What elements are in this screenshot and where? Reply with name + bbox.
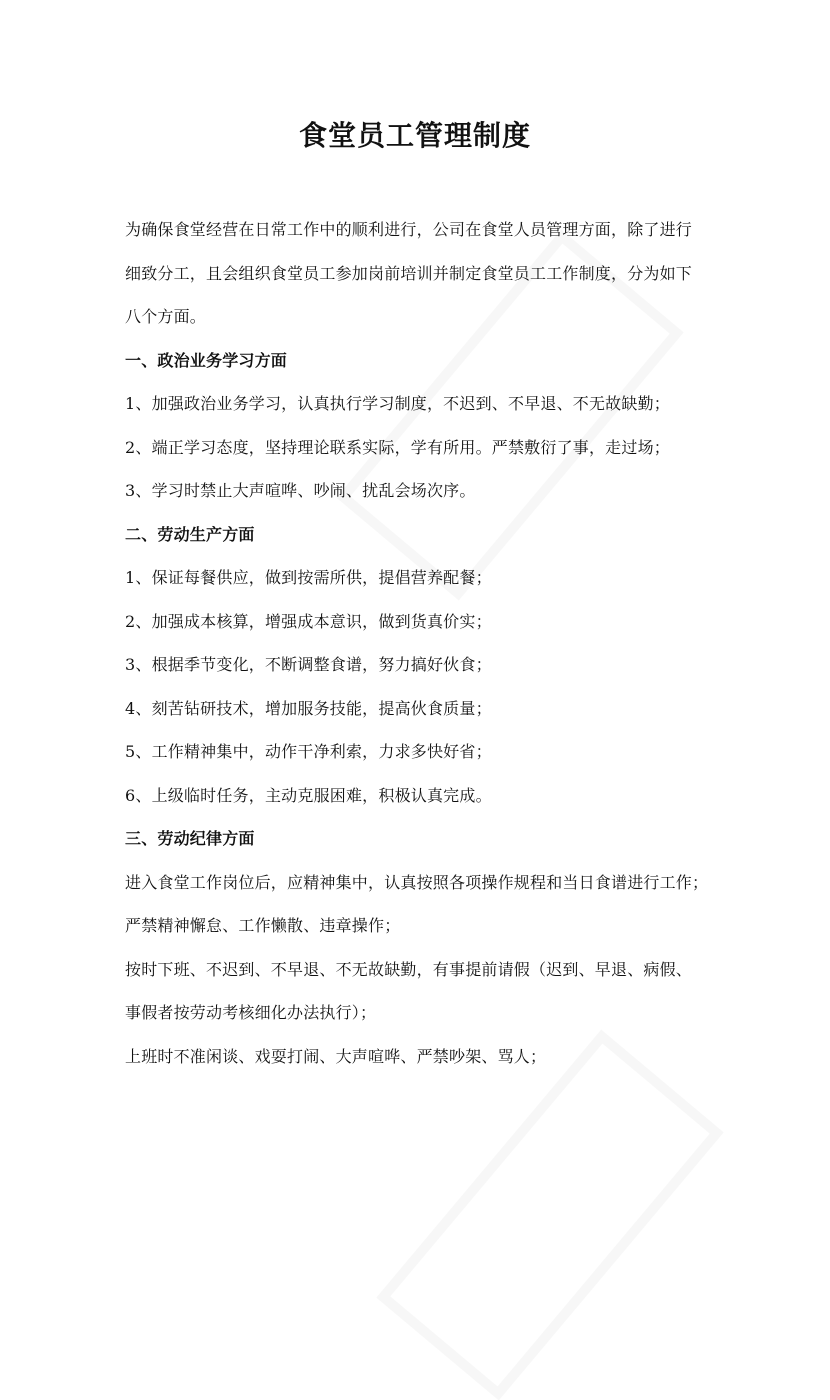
- list-item: 1、保证每餐供应，做到按需所供，提倡营养配餐；: [125, 568, 492, 587]
- intro-line: 细致分工，且会组织食堂员工参加岗前培训并制定食堂员工工作制度，分为如下: [125, 263, 693, 283]
- list-item: 按时下班、不迟到、不早退、不无故缺勤，有事提前请假（迟到、早退、病假、: [125, 959, 693, 979]
- list-item: 3、学习时禁止大声喧哗、吵闹、扰乱会场次序。: [125, 481, 476, 500]
- section-political-study: [125, 339, 725, 513]
- section-heading: 二、劳动生产方面: [125, 524, 255, 544]
- list-item: 5、工作精神集中，动作干净利索，力求多快好省；: [125, 742, 492, 761]
- watermark: [376, 1030, 724, 1400]
- section-heading: 一、政治业务学习方面: [125, 350, 288, 370]
- list-item: 1、加强政治业务学习，认真执行学习制度，不迟到、不早退、不无故缺勤；: [125, 394, 670, 413]
- list-item: 严禁精神懈怠、工作懒散、违章操作；: [125, 916, 401, 935]
- list-item: 4、刻苦钻研技术，增加服务技能，提高伙食质量；: [125, 698, 492, 718]
- list-item: 2、加强成本核算，增强成本意识，做到货真价实；: [125, 611, 492, 631]
- list-item: 进入食堂工作岗位后，应精神集中，认真按照各项操作规程和当日食谱进行工作；: [125, 872, 709, 892]
- section-labor-production: [125, 513, 725, 818]
- list-item: 6、上级临时任务，主动克服困难，积极认真完成。: [125, 785, 492, 805]
- section-labor-discipline: [125, 817, 725, 1078]
- document-body: [125, 208, 725, 1078]
- intro-line: 为确保食堂经营在日常工作中的顺利进行，公司在食堂人员管理方面，除了进行: [125, 220, 693, 239]
- section-heading: 三、劳动纪律方面: [125, 829, 255, 848]
- list-item: 2、端正学习态度，坚持理论联系实际，学有所用。严禁敷衍了事，走过场；: [125, 437, 670, 457]
- intro-line: 八个方面。: [125, 307, 207, 326]
- list-item: 3、根据季节变化，不断调整食谱，努力搞好伙食；: [125, 655, 492, 674]
- document-title: 食堂员工管理制度: [298, 119, 531, 152]
- intro-paragraph: [125, 208, 725, 339]
- list-item: 事假者按劳动考核细化办法执行）；: [125, 1003, 377, 1022]
- list-item: 上班时不准闲谈、戏耍打闹、大声喧哗、严禁吵架、骂人；: [125, 1046, 547, 1066]
